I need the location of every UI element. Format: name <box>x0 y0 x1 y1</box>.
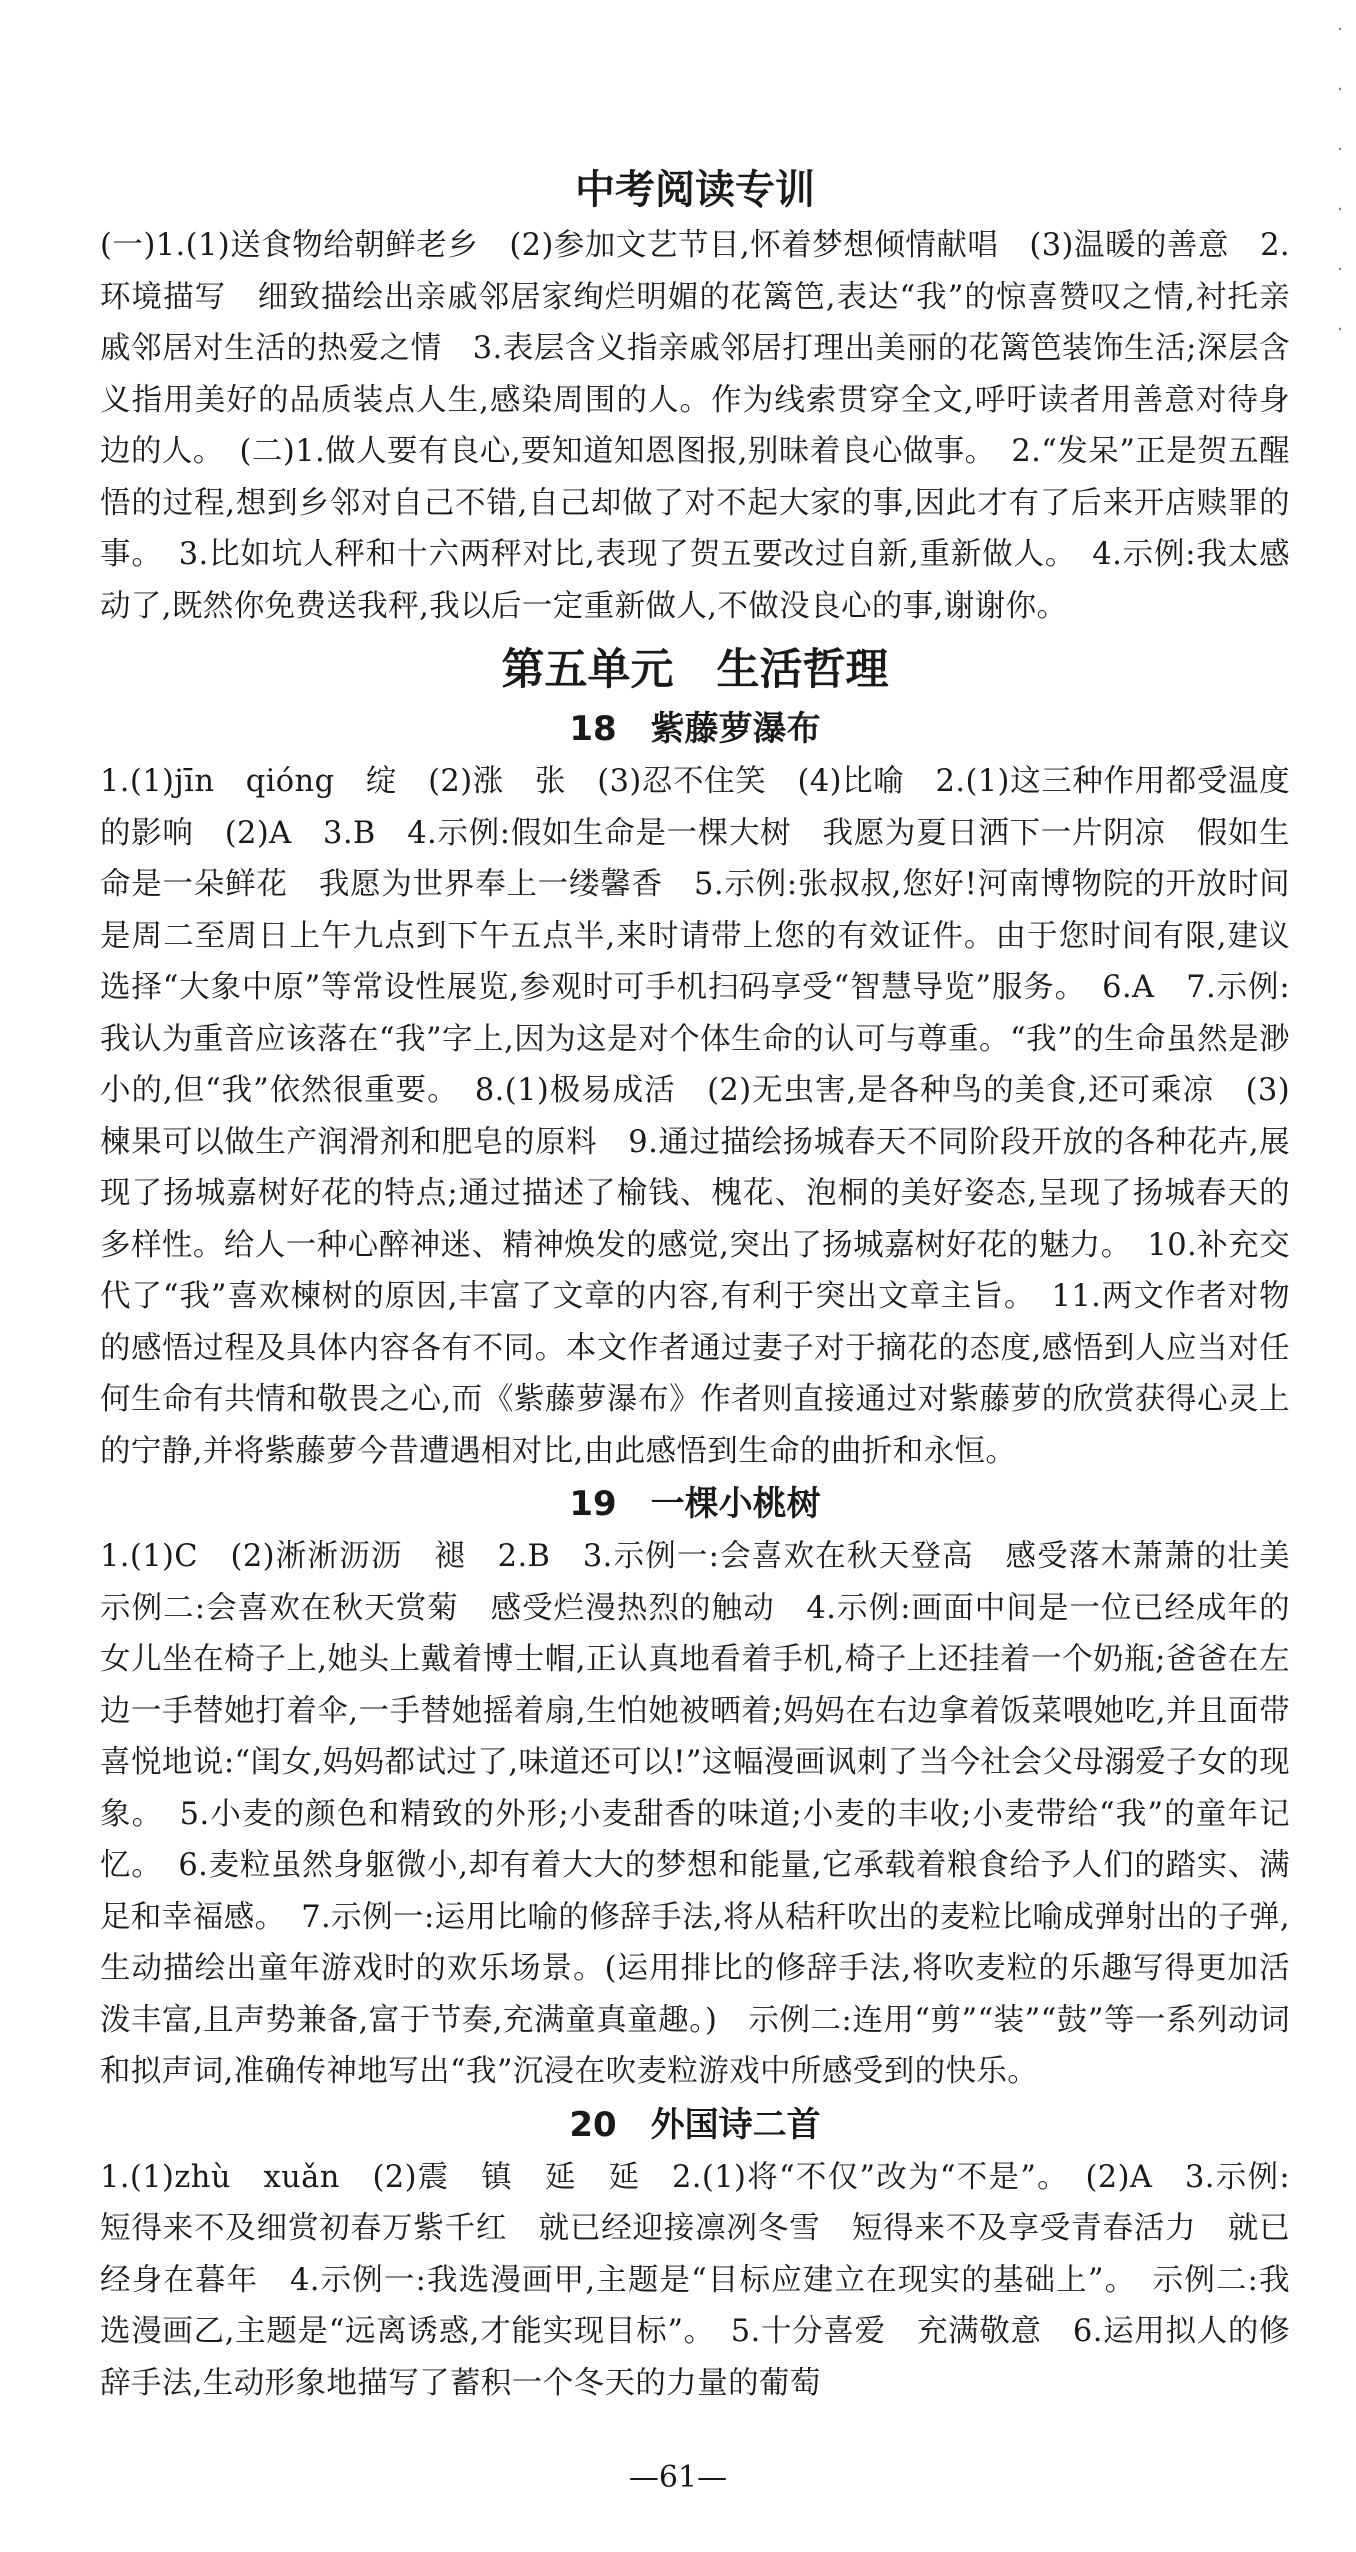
document-page <box>100 150 1321 2409</box>
lesson-18-answers: 1.(1)jīn qióng 绽 (2)涨 张 (3)忍不住笑 (4)比喻 2.(1)这三种作用都受温度的影响 (2)A 3.B 4.示例:假如生命是一棵大树 我愿为夏日洒下一片阴凉 假如生命是一朵鲜花 我愿为世界奉上一缕馨香 5.示例:张叔叔,您好!河南博物院的开放时间是周二至周日上午九点到下午五点半,来时请带上您的有效证件。由于您时间有限,建议选择“大象中原”等常设性展览,参观时可手机扫码享受“智慧导览”服务。 6.A 7.示例:我认为重音应该落在“我”字上,因为这是对个体生命的认可与尊重。“我”的生命虽然是渺小的,但“我”依然很重要。 8.(1)极易成活 (2)无虫害,是各种鸟的美食,还可乘凉 (3)楝果可以做生产润滑剂和肥皂的原料 9.通过描绘扬城春天不同阶段开放的各种花卉,展现了扬城嘉树好花的特点;通过描述了榆钱、槐花、泡桐的美好姿态,呈现了扬城春天的多样性。给人一种心醉神迷、精神焕发的感觉,突出了扬城嘉树好花的魅力。 10.补充交代了“我”喜欢楝树的原因,丰富了文章的内容,有利于突出文章主旨。 11.两文作者对物的感悟过程及具体内容各有不同。本文作者通过妻子对于摘花的态度,感悟到人应当对任何生命有共情和敬畏之心,而《紫藤萝瀑布》作者则直接通过对紫藤萝的欣赏获得心灵上的宁静,并将紫藤萝今昔遭遇相对比,由此感悟到生命的曲折和永恒。 <box>100 764 1290 1469</box>
lesson-19-answers: 1.(1)C (2)淅淅沥沥 褪 2.B 3.示例一:会喜欢在秋天登高 感受落木萧萧的壮美 示例二:会喜欢在秋天赏菊 感受烂漫热烈的触动 4.示例:画面中间是一位已经成年的女儿坐在椅子上,她头上戴着博士帽,正认真地看着手机,椅子上还挂着一个奶瓶;爸爸在左边一手替她打着伞,一手替她摇着扇,生怕她被晒着;妈妈在右边拿着饭菜喂她吃,并且面带喜悦地说:“闺女,妈妈都试过了,味道还可以!”这幅漫画讽刺了当今社会父母溺爱子女的现象。 5.小麦的颜色和精致的外形;小麦甜香的味道;小麦的丰收;小麦带给“我”的童年记忆。 6.麦粒虽然身躯微小,却有着大大的梦想和能量,它承载着粮食给予人们的踏实、满足和幸福感。 7.示例一:运用比喻的修辞手法,将从秸秆吹出的麦粒比喻成弹射出的子弹,生动描绘出童年游戏时的欢乐场景。(运用排比的修辞手法,将吹麦粒的乐趣写得更加活泼丰富,且声势兼备,富于节奏,充满童真童趣。) 示例二:连用“剪”“装”“鼓”等一系列动词和拟声词,准确传神地写出“我”沉浸在吹麦粒游戏中所感受到的快乐。 <box>100 1539 1321 2089</box>
lesson-19-title: 19 一棵小桃树 <box>569 1484 821 1524</box>
binding-edge-marks: · · · · · · <box>1337 19 1343 340</box>
section-title: 中考阅读专训 <box>575 167 815 213</box>
unit-title: 第五单元 生活哲理 <box>501 645 889 695</box>
section-answers: (一)1.(1)送食物给朝鲜老乡 (2)参加文艺节目,怀着梦想倾情献唱 (3)温暖的善意 2.环境描写 细致描绘出亲戚邻居家绚烂明媚的花篱笆,表达“我”的惊喜赞叹之情,衬托亲戚邻居对生活的热爱之情 3.表层含义指亲戚邻居打理出美丽的花篱笆装饰生活;深层含义指用美好的品质装点人生,感染周围的人。作为线索贯穿全文,呼吁读者用善意对待身边的人。 (二)1.做人要有良心,要知道知恩图报,别昧着良心做事。 2.“发呆”正是贺五醒悟的过程,想到乡邻对自己不错,自己却做了对不起大家的事,因此才有了后来开店赎罪的事。 3.比如坑人秤和十六两秤对比,表现了贺五要改过自新,重新做人。 4.示例:我太感动了,既然你免费送我秤,我以后一定重新做人,不做没良心的事,谢谢你。 <box>100 228 1290 624</box>
lesson-20-answers: 1.(1)zhù xuǎn (2)震 镇 延 延 2.(1)将“不仅”改为“不是”。 (2)A 3.示例:短得来不及细赏初春万紫千红 就已经迎接凛冽冬雪 短得来不及享受青春活力 就已经身在暮年 4.示例一:我选漫画甲,主题是“目标应建立在现实的基础上”。 示例二:我选漫画乙,主题是“远离诱惑,才能实现目标”。 5.十分喜爱 充满敬意 6.运用拟人的修辞手法,生动形象地描写了蓄积一个冬天的力量的葡萄 <box>100 2159 1290 2401</box>
lesson-20-title: 20 外国诗二首 <box>569 2104 821 2145</box>
lesson-18-title: 18 紫藤萝瀑布 <box>569 709 821 749</box>
page-number: —61— <box>628 2460 728 2495</box>
